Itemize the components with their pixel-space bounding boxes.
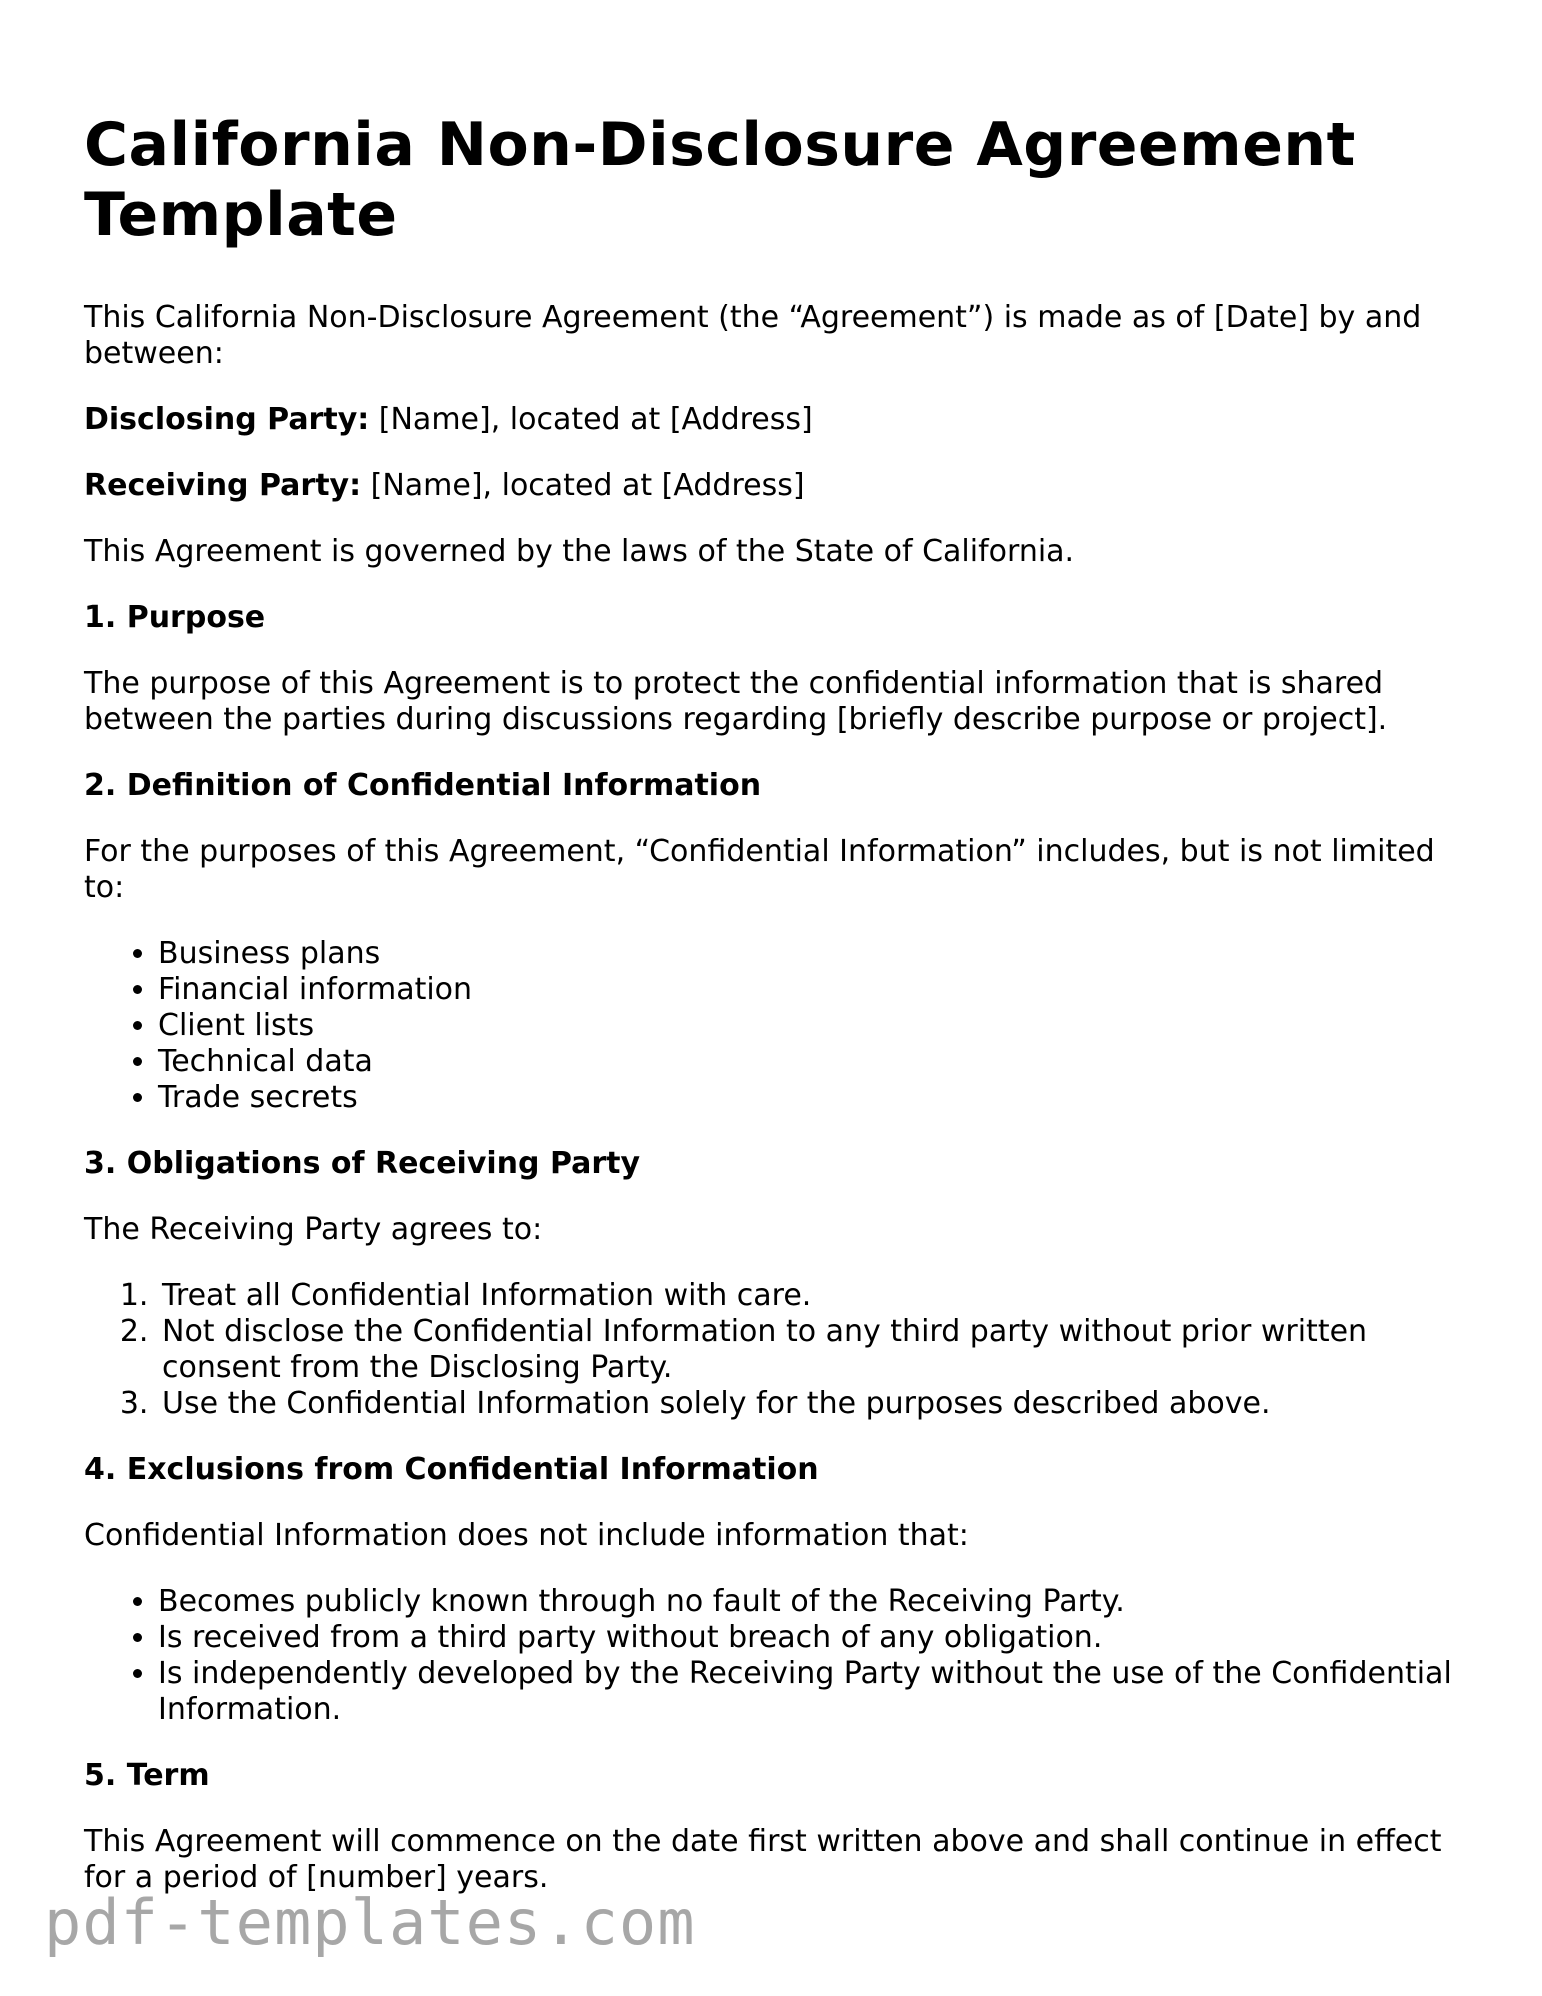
section-heading-definition: 2. Definition of Confidential Information <box>84 768 762 803</box>
section-heading-exclusions: 4. Exclusions from Confidential Information <box>84 1452 819 1487</box>
document-title: California Non-Disclosure Agreement Template <box>84 110 1356 250</box>
section-heading-term: 5. Term <box>84 1758 210 1793</box>
definition-list <box>84 936 1460 1116</box>
term-paragraph: This Agreement will commence on the date first written above and shall continue in effect for a period of [number] years. <box>84 1824 1442 1895</box>
receiving-party-label: Receiving Party: <box>84 468 362 503</box>
list-item: 2. Not disclose the Confidential Information to any third party without prior written consent from the Disclosing Party. <box>158 1314 1460 1386</box>
definition-paragraph: For the purposes of this Agreement, “Confidential Information” includes, but is not limited to: <box>84 834 1435 905</box>
obligations-paragraph: The Receiving Party agrees to: <box>84 1212 543 1247</box>
receiving-party-line <box>84 468 1460 504</box>
disclosing-party-line <box>84 402 1460 438</box>
purpose-paragraph: The purpose of this Agreement is to protect the confidential information that is shared between the parties during discussions regarding [briefly describe purpose or project]. <box>84 666 1388 737</box>
disclosing-party-label: Disclosing Party: <box>84 402 370 437</box>
obligations-list <box>84 1278 1460 1422</box>
governing-law-paragraph: This Agreement is governed by the laws of the State of California. <box>84 534 1075 569</box>
list-item: • Is independently developed by the Receiving Party without the use of the Confidential Information. <box>158 1656 1460 1728</box>
exclusions-paragraph: Confidential Information does not include information that: <box>84 1518 969 1553</box>
disclosing-party-text: [Name], located at [Address] <box>369 402 813 437</box>
list-item: • Financial information <box>158 972 1460 1008</box>
list-item: 1. Treat all Confidential Information with care. <box>158 1278 1460 1314</box>
list-item: 3. Use the Confidential Information solely for the purposes described above. <box>158 1386 1460 1422</box>
list-item: • Technical data <box>158 1044 1460 1080</box>
document-page <box>84 0 1460 1896</box>
list-item: • Client lists <box>158 1008 1460 1044</box>
watermark-text: pdf-templates.com <box>44 1886 696 1959</box>
section-heading-purpose: 1. Purpose <box>84 600 266 635</box>
list-item: • Becomes publicly known through no fault of the Receiving Party. <box>158 1584 1460 1620</box>
list-item: • Is received from a third party without breach of any obligation. <box>158 1620 1460 1656</box>
intro-paragraph: This California Non-Disclosure Agreement (the “Agreement”) is made as of [Date] by and between: <box>84 300 1422 371</box>
exclusions-list <box>84 1584 1460 1728</box>
section-heading-obligations: 3. Obligations of Receiving Party <box>84 1146 641 1181</box>
receiving-party-text: [Name], located at [Address] <box>361 468 805 503</box>
list-item: • Business plans <box>158 936 1460 972</box>
list-item: • Trade secrets <box>158 1080 1460 1116</box>
